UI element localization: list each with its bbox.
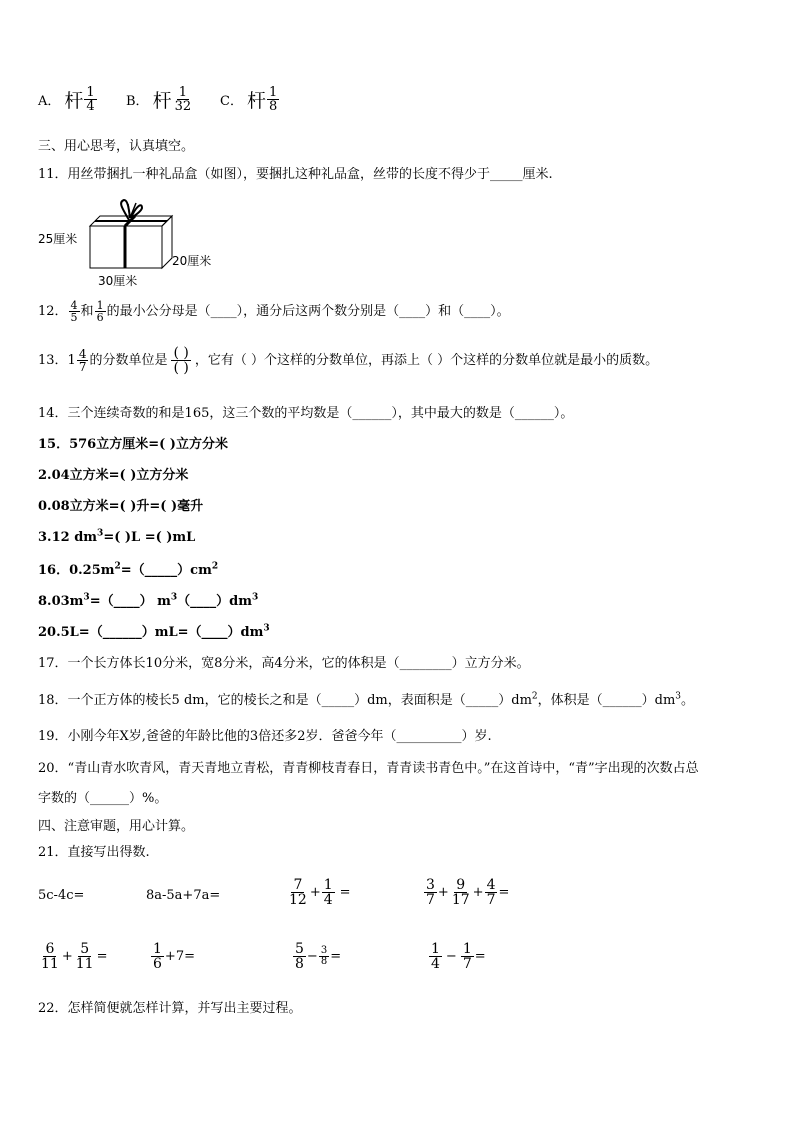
numerator: 1 — [462, 941, 472, 957]
fraction-1-6 — [95, 300, 106, 323]
denominator: 12 — [289, 892, 307, 908]
expression-rest: +7= — [164, 949, 195, 964]
numerator: 5 — [295, 941, 304, 957]
text: 20.5L=（______）mL=（____）dm — [38, 625, 264, 640]
fraction — [39, 942, 61, 971]
denominator: 7 — [78, 360, 87, 374]
option-b[interactable] — [126, 86, 194, 113]
equals: = — [474, 949, 486, 964]
and-text: 和 — [80, 303, 94, 319]
calc-1-4-minus-1-7 — [428, 942, 486, 971]
option-b-fraction — [173, 86, 194, 113]
calc-5c-4c — [38, 888, 84, 903]
operator: + — [61, 949, 73, 964]
fraction — [322, 878, 335, 907]
box-height-label: 25厘米 — [38, 232, 78, 246]
denominator: 32 — [174, 99, 192, 114]
text: 16．0.25m — [38, 563, 115, 578]
option-b-prefix: 杆 — [152, 90, 172, 112]
section3-title: 三、用心思考，认真填空。 — [38, 139, 195, 154]
question-15-line-2: 2.04立方米=( )立方分米 — [38, 468, 189, 483]
superscript: 3 — [675, 691, 682, 702]
denominator: 7 — [462, 956, 472, 972]
fraction-4-5 — [69, 300, 80, 323]
fraction — [74, 942, 96, 971]
option-a-fraction — [84, 86, 96, 113]
text: 8.03m — [38, 594, 84, 609]
text: （____）dm — [177, 594, 252, 609]
calc-8a-5a-7a — [146, 888, 220, 903]
numerator: 7 — [293, 877, 303, 893]
section4-title: 四、注意审题，用心计算。 — [38, 819, 195, 834]
fraction — [424, 878, 437, 907]
denominator: 8 — [295, 956, 304, 972]
denominator: 11 — [75, 956, 94, 972]
box-width-label: 20厘米 — [172, 254, 212, 268]
superscript: 3 — [252, 592, 259, 603]
equals: = — [339, 885, 351, 900]
question-19: 19．小刚今年X岁,爸爸的年龄比他的3倍还多2岁．爸爸今年（__________）岁. — [38, 729, 492, 744]
numerator: 9 — [456, 877, 466, 893]
blank-fraction[interactable] — [171, 346, 190, 375]
question-20-line-1: 20．“青山青水吹青风，青天青地立青松，青青柳枝青春日，青青读书青色中。”在这首诗中，“青”字出现的次数占总 — [38, 761, 699, 776]
expression: 8a-5a+7a= — [146, 888, 221, 903]
operator: + — [437, 885, 449, 900]
fraction — [450, 878, 472, 907]
numerator: 1 — [431, 941, 440, 957]
option-a[interactable] — [38, 86, 98, 113]
numerator: 4 — [70, 299, 78, 312]
question-15-line-1: 15．576立方厘米=( )立方分米 — [38, 437, 228, 452]
question-number: 13． — [38, 352, 68, 368]
option-a-label: A． — [38, 94, 61, 109]
question-16-line-3 — [38, 624, 270, 642]
question-11: 11．用丝带捆扎一种礼品盒（如图），要捆扎这种礼品盒，丝带的长度不得少于_____厘米. — [38, 167, 553, 182]
numerator: 4 — [78, 347, 87, 361]
superscript: 3 — [263, 623, 270, 634]
calc-6-11-plus-5-11 — [38, 942, 107, 971]
text: 。 — [681, 693, 695, 708]
question-22: 22．怎样简便就怎样计算，并写出主要过程。 — [38, 1001, 302, 1016]
numerator: 6 — [45, 941, 55, 957]
operator: + — [472, 885, 484, 900]
denominator: 17 — [451, 892, 470, 908]
denominator: 8 — [268, 99, 278, 114]
box-length-label: 30厘米 — [98, 274, 138, 288]
numerator: 1 — [153, 941, 162, 957]
fraction — [485, 878, 498, 907]
operator: − — [445, 949, 457, 964]
operator: + — [309, 885, 321, 900]
option-a-prefix: 杆 — [64, 90, 84, 112]
fraction — [293, 942, 306, 971]
calc-1-6-plus-7 — [150, 942, 195, 971]
numerator: 3 — [426, 877, 435, 893]
operator: − — [306, 949, 318, 964]
text: =( )L =( )mL — [103, 530, 196, 545]
superscript: 3 — [97, 528, 104, 539]
question-20-line-2: 字数的（______）%。 — [38, 791, 168, 806]
equals: = — [96, 949, 108, 964]
text: =（____） m — [89, 594, 171, 609]
question-text-1: 的分数单位是 — [89, 352, 168, 368]
numerator-blank: ( ) — [173, 345, 189, 361]
numerator: 1 — [323, 877, 333, 893]
numerator: 1 — [268, 85, 278, 100]
text: ，体积是（______）dm — [537, 693, 676, 708]
denominator: 6 — [153, 956, 162, 972]
option-c-prefix: 杆 — [246, 90, 266, 112]
question-text-2: ，它有（ ）个这样的分数单位，再添上（ ）个这样的分数单位就是最小的质数。 — [194, 352, 659, 368]
text: 3.12 dm — [38, 530, 98, 545]
denominator: 8 — [320, 956, 328, 967]
numerator: 4 — [486, 877, 496, 893]
fraction — [287, 878, 309, 907]
numerator: 1 — [86, 85, 95, 100]
text: 18．一个正方体的棱长5 dm，它的棱长之和是（_____）dm，表面积是（_____）dm — [38, 693, 532, 708]
question-17: 17．一个长方体长10分米，宽8分米，高4分米，它的体积是（________）立方分米。 — [38, 656, 530, 671]
calc-7-12-plus-1-4 — [286, 878, 351, 907]
superscript: 3 — [170, 592, 178, 603]
option-c-label: C． — [220, 94, 243, 109]
question-16-line-2 — [38, 593, 258, 611]
superscript: 2 — [531, 691, 538, 702]
question-text: 的最小公分母是（____），通分后这两个数分别是（____）和（____）。 — [106, 303, 510, 319]
denominator: 4 — [323, 892, 333, 908]
question-14: 14．三个连续奇数的和是165，这三个数的平均数是（______），其中最大的数是（______）。 — [38, 406, 574, 421]
denominator: 4 — [431, 956, 440, 972]
fraction — [319, 946, 329, 967]
equals: = — [498, 885, 510, 900]
numerator: 1 — [178, 85, 187, 100]
denominator: 6 — [96, 311, 104, 324]
fraction-4-7 — [77, 348, 89, 373]
superscript: 2 — [211, 561, 219, 572]
denominator: 7 — [486, 892, 496, 908]
denominator: 4 — [86, 99, 95, 114]
mixed-whole: 1 — [67, 352, 76, 368]
numerator: 5 — [80, 941, 90, 957]
question-21: 21．直接写出得数. — [38, 845, 150, 860]
denominator: 5 — [70, 311, 78, 324]
question-12 — [38, 300, 510, 323]
question-13 — [38, 346, 658, 375]
denominator: 7 — [426, 892, 435, 908]
denominator-blank: ( ) — [173, 360, 189, 376]
fraction — [461, 942, 474, 971]
denominator: 11 — [41, 956, 59, 972]
text: =（_____）cm — [120, 563, 212, 578]
superscript: 3 — [83, 592, 90, 603]
fraction — [151, 942, 164, 971]
numerator: 1 — [96, 299, 104, 312]
question-15-line-4 — [38, 529, 195, 547]
equals: = — [330, 949, 342, 964]
option-b-label: B． — [126, 94, 149, 109]
numerator: 3 — [320, 945, 328, 956]
calc-3-7-plus-9-17-plus-4-7 — [423, 878, 509, 907]
fraction — [429, 942, 442, 971]
option-c-fraction — [267, 86, 279, 113]
question-18 — [38, 692, 694, 710]
question-16-line-1 — [38, 562, 218, 580]
calc-5-8-minus-3-8 — [292, 942, 341, 971]
expression: 5c-4c= — [38, 888, 85, 903]
superscript: 2 — [114, 561, 121, 572]
question-15-line-3: 0.08立方米=( )升=( )毫升 — [38, 499, 204, 514]
gift-box-figure — [38, 196, 228, 292]
question-number: 12． — [38, 303, 68, 319]
option-c[interactable] — [220, 86, 280, 113]
